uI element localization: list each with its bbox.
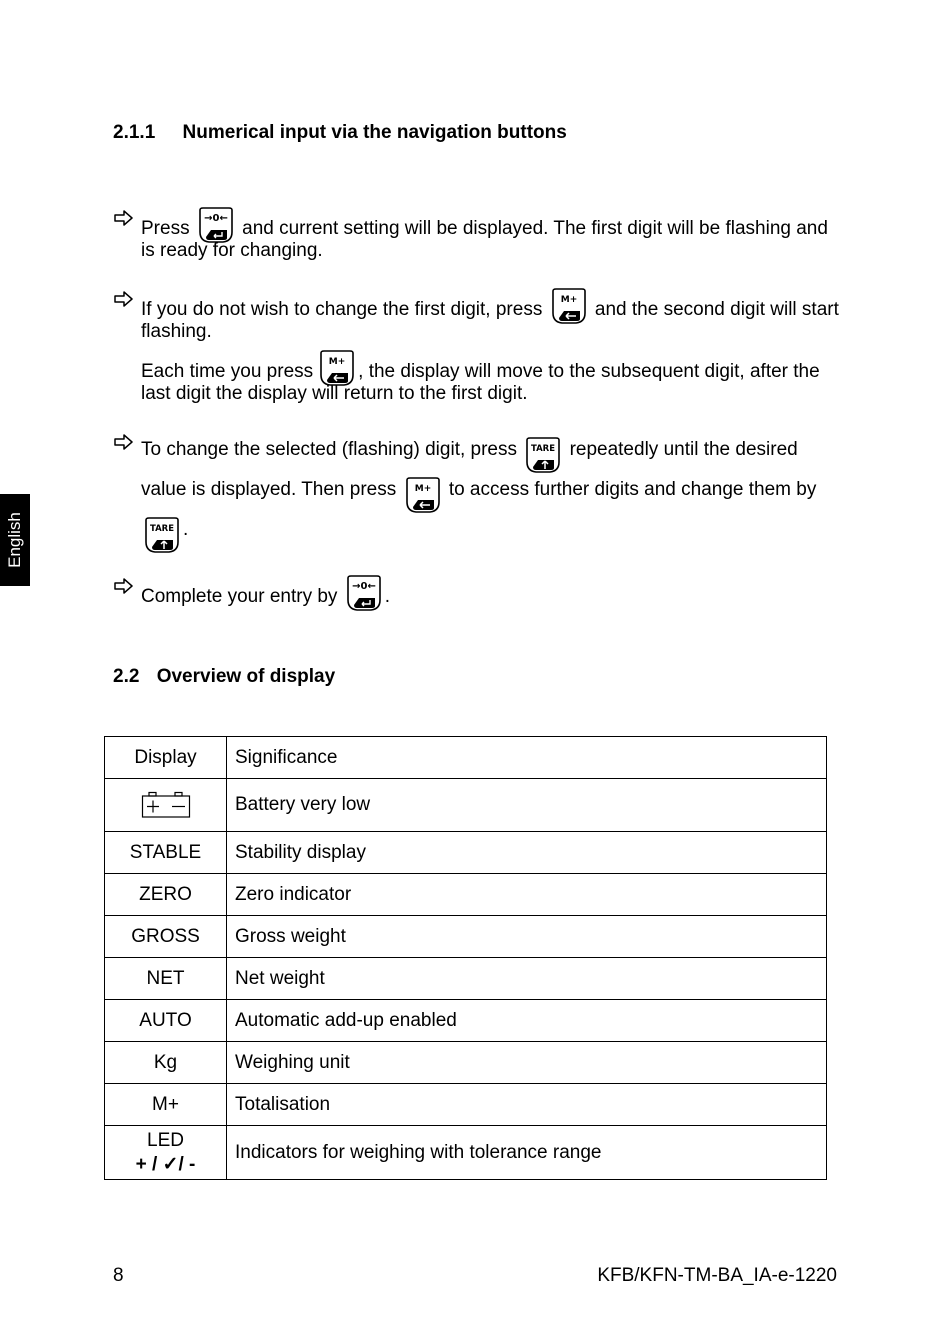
display-cell: STABLE (105, 832, 227, 874)
significance-cell: Zero indicator (227, 874, 827, 916)
display-cell: Kg (105, 1042, 227, 1084)
table-row (105, 874, 827, 916)
document-id: KFB/KFN-TM-BA_IA-e-1220 (597, 1265, 837, 1286)
table-row (105, 1126, 827, 1180)
language-label: English (5, 512, 24, 568)
mplus-left-key-icon (404, 476, 442, 514)
display-cell: GROSS (105, 916, 227, 958)
display-cell: M+ (105, 1084, 227, 1126)
significance-cell: Weighing unit (227, 1042, 827, 1084)
table-header-row (105, 737, 827, 779)
step-3-text (141, 430, 841, 550)
section-title: Numerical input via the navigation buttons (182, 122, 567, 143)
section-number: 2.1.1 (113, 122, 156, 143)
step-text: and the second digit will start flashing. (141, 299, 839, 342)
significance-cell: Net weight (227, 958, 827, 1000)
table-row (105, 916, 827, 958)
display-cell (105, 779, 227, 832)
tare-up-key-icon (143, 516, 181, 554)
zero-enter-key-icon (345, 574, 383, 612)
display-cell (105, 1126, 227, 1180)
arrow-bullet-icon (113, 207, 135, 229)
step-text: and current setting will be displayed. The first digit will be flashing and is ready for changing. (141, 218, 828, 261)
step-text: Complete your entry by (141, 586, 338, 607)
table-row (105, 832, 827, 874)
step-4-text (141, 574, 841, 608)
zero-enter-key-icon (197, 206, 235, 244)
step-2-text (141, 287, 841, 343)
display-cell: ZERO (105, 874, 227, 916)
significance-cell: Indicators for weighing with tolerance range (227, 1126, 827, 1180)
arrow-bullet-icon (113, 431, 135, 453)
step-2b-text (141, 349, 841, 405)
mplus-left-key-icon (318, 349, 356, 387)
significance-cell: Gross weight (227, 916, 827, 958)
table-row (105, 958, 827, 1000)
language-side-tab (0, 494, 30, 586)
arrow-bullet-icon (113, 575, 135, 597)
section-title: Overview of display (156, 666, 336, 687)
section-heading-2-1-1 (113, 122, 567, 144)
battery-icon (141, 791, 191, 819)
led-indicators: + / ✓/ - (135, 1153, 196, 1175)
section-number: 2.2 (113, 666, 140, 687)
page-number: 8 (113, 1265, 124, 1286)
step-text: to access further digits and change them by (448, 479, 817, 500)
step-text: Each time you press (141, 361, 314, 382)
header-significance: Significance (227, 737, 827, 779)
step-text: , the display will move to the subsequent digit, after the last digit the display will return to the first digit. (141, 361, 820, 404)
display-cell: NET (105, 958, 227, 1000)
display-overview-table (104, 736, 827, 1180)
table-row (105, 1042, 827, 1084)
arrow-bullet-icon (113, 288, 135, 310)
section-heading-2-2 (113, 666, 335, 688)
table-row (105, 1084, 827, 1126)
step-1-text (141, 206, 841, 262)
step-text: If you do not wish to change the first digit, press (141, 299, 543, 320)
step-text: Press (141, 218, 190, 239)
significance-cell: Automatic add-up enabled (227, 1000, 827, 1042)
step-text: . (384, 586, 390, 607)
significance-cell: Totalisation (227, 1084, 827, 1126)
table-row (105, 1000, 827, 1042)
step-text: To change the selected (flashing) digit, press (141, 439, 517, 460)
step-text: repeatedly until the desired value is displayed. Then press (141, 439, 798, 500)
tare-up-key-icon (524, 436, 562, 474)
led-label: LED (147, 1129, 184, 1151)
significance-cell: Battery very low (227, 779, 827, 832)
mplus-left-key-icon (550, 287, 588, 325)
display-cell: AUTO (105, 1000, 227, 1042)
significance-cell: Stability display (227, 832, 827, 874)
header-display: Display (105, 737, 227, 779)
table-row (105, 779, 827, 832)
step-text: . (183, 519, 189, 540)
